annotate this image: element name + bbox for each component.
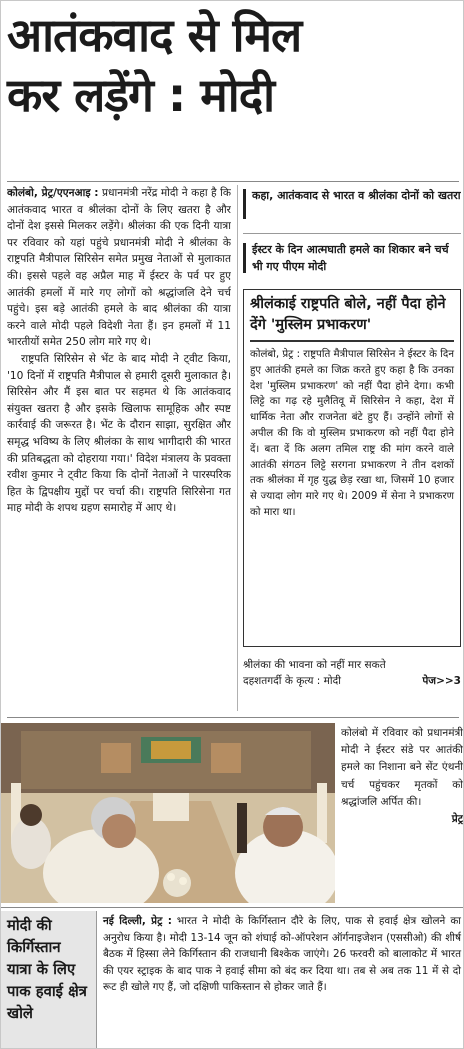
main-headline xyxy=(7,5,459,125)
brief-divider xyxy=(243,233,461,234)
headline-line-1: आतंकवाद से मिल xyxy=(7,8,302,62)
divider-middle xyxy=(7,717,459,718)
bottom-story-body: भारत ने मोदी के किर्गिस्तान दौरे के लिए, पाक से हवाई क्षेत्र खोलने का अनुरोध किया है। मोदी 13-14 जून को शंघाई को-ऑपरेशन ऑर्गनाइजेशन (एससीओ) की शीर्ष बैठक में हिस्सा लेने किर्गिस्तान की राजधानी बिश्केक जाएंगे। 26 फरवरी को बालाकोट में भारत की एयर स्ट्राइक के बाद पाक ने हवाई सीमा को बंद कर दिया था। तब से अब तक 11 में से दो रूट ही खोले गए हैं, जो दक्षिणी पाकिस्तान से होकर जाते हैं। xyxy=(103,915,462,994)
brief-item: ईस्टर के दिन आत्मघाती हमले का शिकार बने चर्च भी गए पीएम मोदी xyxy=(243,241,461,275)
main-story-dateline: कोलंबो, प्रेट्र/एएनआइ : xyxy=(7,187,99,199)
pointer-line-1: श्रीलंका की भावना को नहीं मार सकते xyxy=(243,659,386,671)
photo-caption xyxy=(341,725,463,828)
headline-line-2: कर लड़ेंगे : मोदी xyxy=(7,68,275,122)
page-ref-link[interactable]: पेज>>3 xyxy=(422,675,461,687)
main-story-paragraph-2: राष्ट्रपति सिरिसेन से भेंट के बाद मोदी ने ट्वीट किया, '10 दिनों में राष्ट्रपति मैत्रीपाल से हमारी दूसरी मुलाकात है। सिरिसेन और मैं इस बात पर सहमत थे कि आतंकवाद संयुक्त खतरा है और इसके खिलाफ सामूहिक और स्पष्ट कार्रवाई की जरूरत है। भेंट के दौरान साझा, सुरक्षित और समृद्ध भविष्य के लिए श्रीलंका के साथ भागीदारी की भारत की प्रतिबद्धता को दोहराया गया।' विदेश मंत्रालय के प्रवक्ता रवीश कुमार ने ट्वीट किया कि दोनों नेताओं ने पारस्परिक हित के द्विपक्षीय मुद्दों पर चर्चा की। राष्ट्रपति सिरिसेना गत माह मोदी के शपथ ग्रहण समारोह में आए थे। xyxy=(7,352,231,515)
main-story xyxy=(7,185,231,715)
bottom-story-dateline: नई दिल्ली, प्रेट्र : xyxy=(103,915,172,927)
sub-story-rule xyxy=(250,340,454,342)
main-story-paragraph-1: कोलंबो, प्रेट्र/एएनआइ : प्रधानमंत्री नरेंद्र मोदी ने कहा है कि आतंकवाद भारत व श्रीलंका दोनों के लिए खतरा है और दोनों देश इससे मिलकर लड़ेंगे। श्रीलंका की एक दिनी यात्रा पर रविवार को यहां पहुंचे प्रधानमंत्री मोदी ने श्रीलंका के राष्ट्रपति मैत्रीपाल सिरिसेन समेत प्रमुख नेताओं से मुलाकात की। इससे पहले वह अप्रैल माह में ईस्टर के पर्व पर हुए आतंकी हमलों में मारे गए लोगों को श्रद्धांजलि देने चर्च पहुंचे। इस बड़े आतंकी हमले के बाद श्रीलंका की यात्रा करने वाले मोदी पहले विदेशी नेता हैं। इन हमलों में 11 भारतीयों समेत 250 लोग मारे गए थे। xyxy=(7,187,231,349)
photo-credit: प्रेट्र xyxy=(451,813,463,826)
pointer-line-2: दहशतगर्दी के कृत्य : मोदी xyxy=(243,675,341,687)
divider-bottom xyxy=(1,907,464,908)
church-photo xyxy=(1,723,335,903)
sub-story-body: कोलंबो, प्रेट्र : राष्ट्रपति मैत्रीपाल सिरिसेन ने ईस्टर के दिन हुए आतंकी हमले का जिक्र करते हुए कहा है कि उनका देश 'मुस्लिम प्रभाकरण' को नहीं पैदा होने देगा। कभी लिट्टे का गढ़ रहे मुलैतिवू में सिरिसेन ने कहा, देश में धार्मिक नेता और राजनेता बंटे हुए हैं। उन्होंने लोगों से अपील की कि वो मुस्लिम प्रभाकरण को नहीं पैदा होने दें। बता दें कि अलग तमिल राष्ट्र की मांग करने वाले आतंकी संगठन लिट्टे सरगना प्रभाकरण ने तीन दशकों तक श्रीलंका में गृह युद्ध छेड़ रखा था, जिसमें 10 हजार से ज्यादा लोग मारे गए थे। 2009 में सेना ने प्रभाकरण को मारा था। xyxy=(250,349,454,518)
sub-story-box xyxy=(243,289,461,647)
photo-caption-text: कोलंबो में रविवार को प्रधानमंत्री मोदी ने ईस्टर संडे पर आतंकी हमले का निशाना बने सेंट एंथनी चर्च पहुंचकर मृतकों को श्रद्धांजलि अर्पित की। xyxy=(341,727,463,808)
page-pointer xyxy=(243,657,461,689)
side-box xyxy=(1,911,97,1049)
column-divider xyxy=(237,185,238,711)
brief-item: कहा, आतंकवाद से भारत व श्रीलंका दोनों को खतरा xyxy=(243,187,461,204)
brief-bar-icon xyxy=(243,243,246,273)
bottom-story xyxy=(103,913,461,996)
divider-top xyxy=(7,181,459,182)
brief-bar-icon xyxy=(243,189,246,219)
side-box-headline: मोदी की किर्गिस्तान यात्रा के लिए पाक हवाई क्षेत्र खोले xyxy=(7,917,87,1022)
sub-story-headline: श्रीलंकाई राष्ट्रपति बोले, नहीं पैदा होने देंगे 'मुस्लिम प्रभाकरण' xyxy=(250,296,446,333)
